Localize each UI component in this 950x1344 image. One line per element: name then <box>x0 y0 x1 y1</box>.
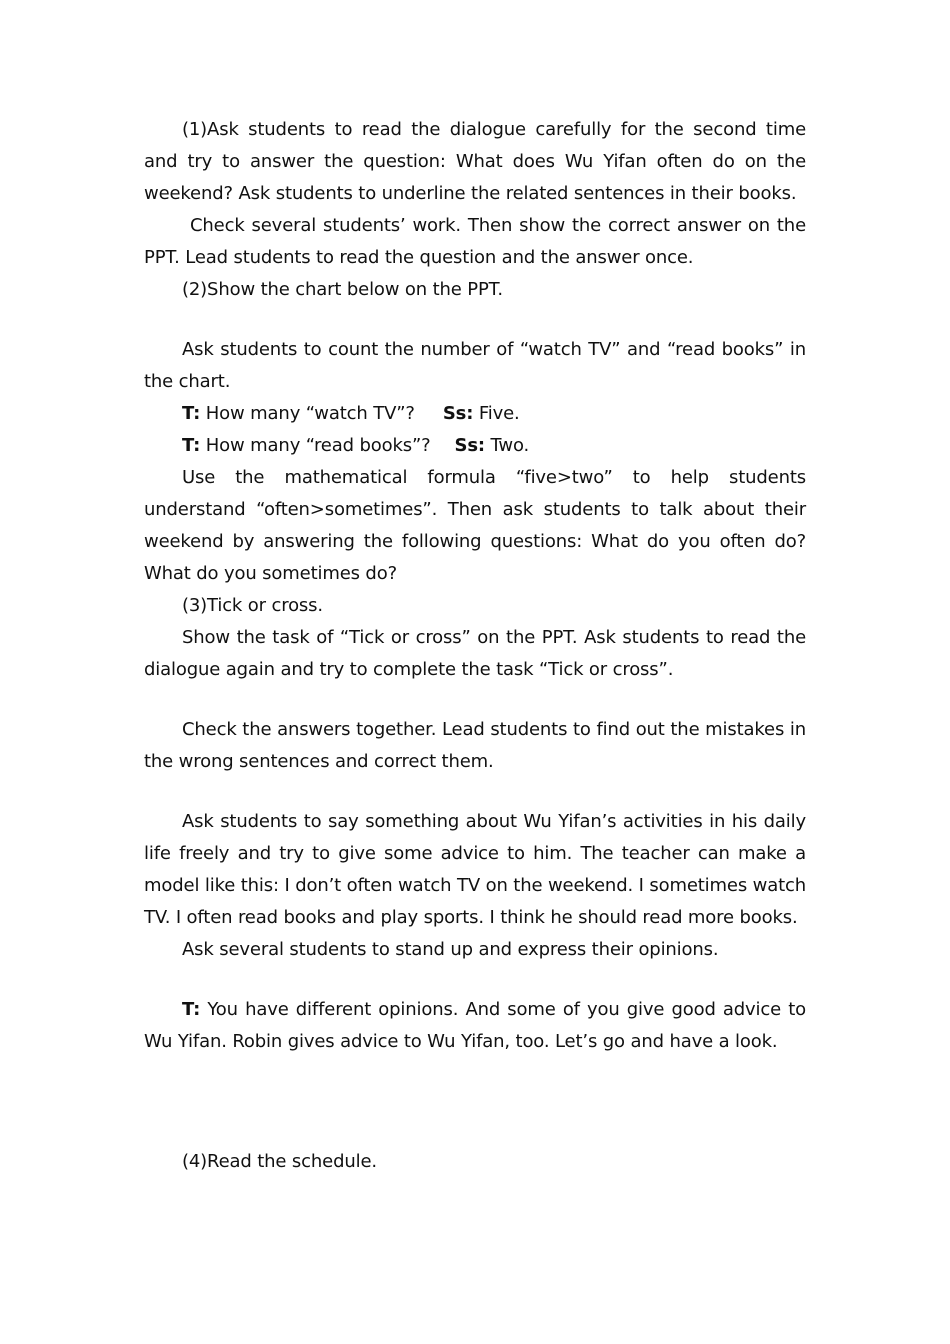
spacer <box>144 778 806 806</box>
teacher-question: How many “read books”? <box>200 435 431 456</box>
teacher-label: T: <box>182 435 201 456</box>
students-answer: Five. <box>473 403 520 424</box>
image-placeholder-gap <box>144 1058 806 1146</box>
opinions-paragraph: Ask several students to stand up and express their opinions. <box>182 939 719 960</box>
step-4-heading: (4)Read the schedule. <box>182 1151 377 1172</box>
advice-paragraph: Ask students to say something about Wu Yifan’s activities in his daily life freely and try to give some advice to him. The teacher can make a model like this: I don’t often watch TV on the weekend. I sometimes watch TV. I often read books and play sports. I think he should read more books. <box>144 811 806 928</box>
check-work-paragraph: Check several students’ work. Then show the correct answer on the PPT. Lead students to read the question and the answer once. <box>144 215 806 268</box>
step-3-heading: (3)Tick or cross. <box>182 595 323 616</box>
lesson-plan-page <box>144 114 806 1178</box>
chart-placeholder-gap <box>144 306 806 334</box>
dialogue-line-watch-tv <box>144 398 806 430</box>
task-placeholder-gap <box>144 686 806 714</box>
teacher-label: T: <box>182 403 201 424</box>
students-label: Ss: <box>454 435 485 456</box>
students-label: Ss: <box>442 403 474 424</box>
check-answers-paragraph: Check the answers together. Lead students to find out the mistakes in the wrong sentences and correct them. <box>144 719 806 772</box>
spacer <box>144 966 806 994</box>
dialogue-line-read-books <box>144 430 806 462</box>
students-answer: Two. <box>484 435 530 456</box>
step-2-heading: (2)Show the chart below on the PPT. <box>182 279 503 300</box>
count-paragraph: Ask students to count the number of “watch TV” and “read books” in the chart. <box>144 339 806 392</box>
dialogue-line-advice <box>144 994 806 1058</box>
teacher-question: How many “watch TV”? <box>200 403 415 424</box>
step-1-paragraph: (1)Ask students to read the dialogue carefully for the second time and try to answer the question: What does Wu Yifan often do on the weekend? Ask students to underline the related sentences in their books. <box>144 119 806 204</box>
teacher-remark: You have different opinions. And some of you give good advice to Wu Yifan. Robin gives advice to Wu Yifan, too. Let’s go and have a look. <box>144 999 806 1052</box>
tick-or-cross-paragraph: Show the task of “Tick or cross” on the PPT. Ask students to read the dialogue again and try to complete the task “Tick or cross”. <box>144 627 806 680</box>
teacher-label: T: <box>182 999 201 1020</box>
formula-paragraph: Use the mathematical formula “five>two” to help students understand “often>sometimes”. Then ask students to talk about their weekend by answering the following questions: What do you often do? What do you sometimes do? <box>144 467 806 584</box>
